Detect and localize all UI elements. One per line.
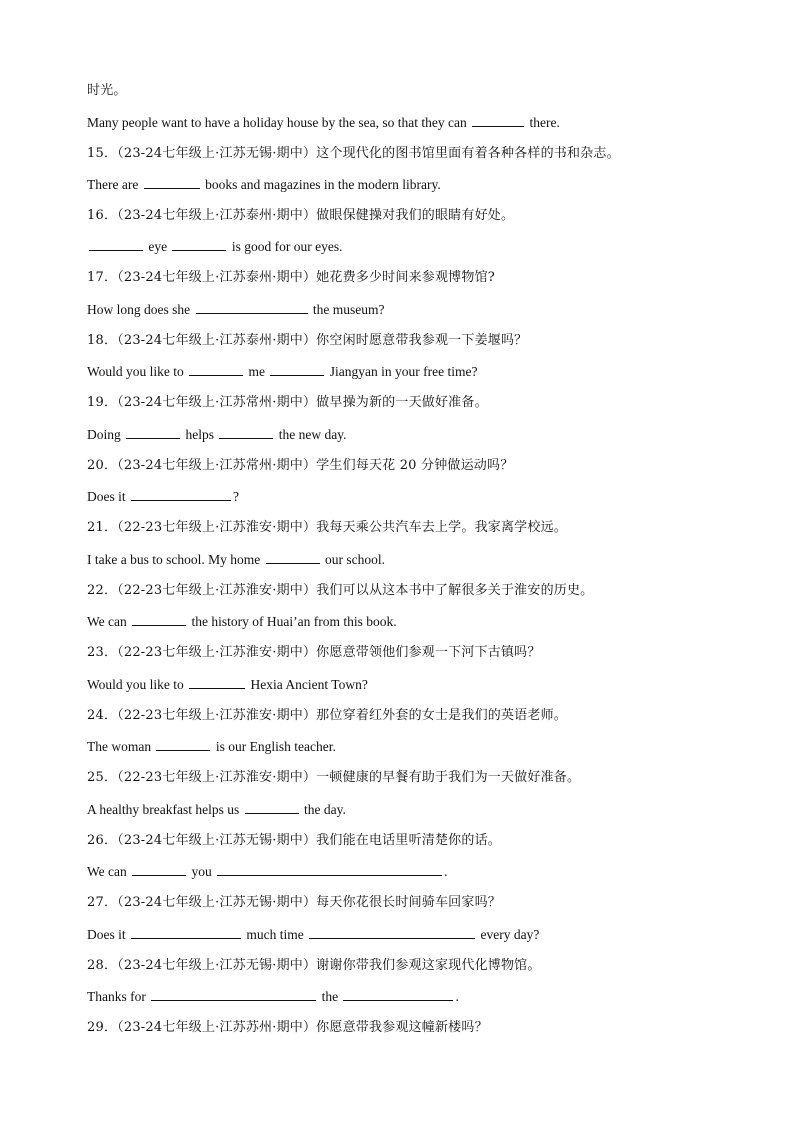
answer-text: the <box>321 989 339 1004</box>
answer-text: We can <box>87 864 127 879</box>
answer-text: Doing <box>87 427 121 442</box>
answer-text: ? <box>233 489 239 504</box>
question-text: 22．（22-23七年级上·江苏淮安·期中）我们可以从这本书中了解很多关于淮安的历史。 <box>87 583 594 598</box>
answer-text: A healthy breakfast helps us <box>87 802 240 817</box>
continuation-text: 时光。 <box>87 83 127 98</box>
answer-blank[interactable] <box>343 987 453 1001</box>
answer-blank[interactable] <box>219 425 273 439</box>
question-27 <box>87 893 501 913</box>
answer-text: the museum? <box>312 302 385 317</box>
question-17 <box>87 268 495 288</box>
question-15 <box>87 144 620 164</box>
answer-text: is our English teacher. <box>215 739 336 754</box>
answer-line-28 <box>87 987 459 1007</box>
answer-text: How long does she <box>87 302 191 317</box>
answer-text: I take a bus to school. My home <box>87 552 261 567</box>
answer-blank[interactable] <box>89 237 143 251</box>
question-22 <box>87 581 593 601</box>
question-text: 21．（22-23七年级上·江苏淮安·期中）我每天乘公共汽车去上学。我家离学校远。 <box>87 520 567 535</box>
question-text: 25．（22-23七年级上·江苏淮安·期中）一顿健康的早餐有助于我们为一天做好准备。 <box>87 770 581 785</box>
question-19 <box>87 393 488 413</box>
answer-line-21 <box>87 550 385 570</box>
question-text: 26．（23-24七年级上·江苏无锡·期中）我们能在电话里听清楚你的话。 <box>87 833 501 848</box>
answer-text: every day? <box>480 927 540 942</box>
question-text: 15．（23-24七年级上·江苏无锡·期中）这个现代化的图书馆里面有着各种各样的书和杂志。 <box>87 146 620 161</box>
answer-line-23 <box>87 675 368 695</box>
answer-blank[interactable] <box>151 987 316 1001</box>
answer-blank[interactable] <box>217 862 442 876</box>
answer-blank[interactable] <box>132 862 186 876</box>
answer-text: there. <box>529 115 560 130</box>
answer-text: Does it <box>87 927 126 942</box>
question-text: 24．（22-23七年级上·江苏淮安·期中）那位穿着红外套的女士是我们的英语老师。 <box>87 708 567 723</box>
question-16 <box>87 206 514 226</box>
answer-blank[interactable] <box>245 800 299 814</box>
answer-text: eye <box>148 239 168 254</box>
answer-line-18 <box>87 362 477 382</box>
question-18 <box>87 331 527 351</box>
answer-text: you <box>191 864 212 879</box>
question-26 <box>87 831 501 851</box>
answer-line-22 <box>87 612 397 632</box>
answer-blank[interactable] <box>131 925 241 939</box>
answer-blank[interactable] <box>196 300 308 314</box>
question-25 <box>87 768 580 788</box>
answer-text: is good for our eyes. <box>231 239 343 254</box>
answer-blank[interactable] <box>309 925 475 939</box>
answer-text: Jiangyan in your free time? <box>329 364 478 379</box>
question-text: 19．（23-24七年级上·江苏常州·期中）做早操为新的一天做好准备。 <box>87 395 488 410</box>
answer-line-25 <box>87 800 346 820</box>
answer-text: books and magazines in the modern library. <box>205 177 441 192</box>
question-text: 28．（23-24七年级上·江苏无锡·期中）谢谢你带我们参观这家现代化博物馆。 <box>87 958 541 973</box>
answer-text: me <box>248 364 266 379</box>
answer-blank[interactable] <box>156 737 210 751</box>
text-line <box>87 81 127 101</box>
answer-text: helps <box>185 427 214 442</box>
answer-text: the new day. <box>278 427 347 442</box>
question-text: 27．（23-24七年级上·江苏无锡·期中）每天你花很长时间骑车回家吗？ <box>87 895 501 910</box>
answer-line-27 <box>87 925 539 945</box>
answer-blank[interactable] <box>189 362 243 376</box>
answer-text: our school. <box>324 552 385 567</box>
answer-text: Does it <box>87 489 126 504</box>
question-text: 23．（22-23七年级上·江苏淮安·期中）你愿意带领他们参观一下河下古镇吗？ <box>87 645 541 660</box>
answer-text: Would you like to <box>87 677 184 692</box>
question-29 <box>87 1018 488 1038</box>
answer-line-17 <box>87 300 384 320</box>
answer-text: We can <box>87 614 127 629</box>
answer-text: Many people want to have a holiday house by the sea, so that they can <box>87 115 467 130</box>
answer-text: . <box>444 864 448 879</box>
answer-blank[interactable] <box>472 113 524 127</box>
answer-text: the history of Huai’an from this book. <box>191 614 397 629</box>
answer-line-20 <box>87 487 239 507</box>
question-text: 29．（23-24七年级上·江苏苏州·期中）你愿意带我参观这幢新楼吗？ <box>87 1020 488 1035</box>
answer-blank[interactable] <box>172 237 226 251</box>
question-text: 20．（23-24七年级上·江苏常州·期中）学生们每天花 20 分钟做运动吗？ <box>87 458 514 473</box>
answer-line-24 <box>87 737 336 757</box>
answer-line-26 <box>87 862 448 882</box>
answer-line-16 <box>87 237 342 257</box>
question-text: 16．（23-24七年级上·江苏泰州·期中）做眼保健操对我们的眼睛有好处。 <box>87 208 515 223</box>
question-text: 17．（23-24七年级上·江苏泰州·期中）她花费多少时间来参观博物馆? <box>87 270 495 285</box>
answer-blank[interactable] <box>270 362 324 376</box>
answer-text: . <box>455 989 459 1004</box>
answer-line-19 <box>87 425 346 445</box>
answer-blank[interactable] <box>126 425 180 439</box>
answer-blank[interactable] <box>144 175 200 189</box>
answer-blank[interactable] <box>266 550 320 564</box>
answer-text: much time <box>246 927 304 942</box>
answer-text: the day. <box>303 802 346 817</box>
question-23 <box>87 643 541 663</box>
answer-text: Hexia Ancient Town? <box>250 677 368 692</box>
answer-blank[interactable] <box>132 612 186 626</box>
question-21 <box>87 518 567 538</box>
question-24 <box>87 706 567 726</box>
answer-blank[interactable] <box>131 487 231 501</box>
answer-text: Would you like to <box>87 364 184 379</box>
answer-line-15 <box>87 175 441 195</box>
question-text: 18．（23-24七年级上·江苏泰州·期中）你空闲时愿意带我参观一下姜堰吗？ <box>87 333 528 348</box>
answer-text: Thanks for <box>87 989 146 1004</box>
question-20 <box>87 456 513 476</box>
answer-line <box>87 113 560 133</box>
question-28 <box>87 956 541 976</box>
answer-blank[interactable] <box>189 675 245 689</box>
answer-text: There are <box>87 177 139 192</box>
answer-text: The woman <box>87 739 152 754</box>
